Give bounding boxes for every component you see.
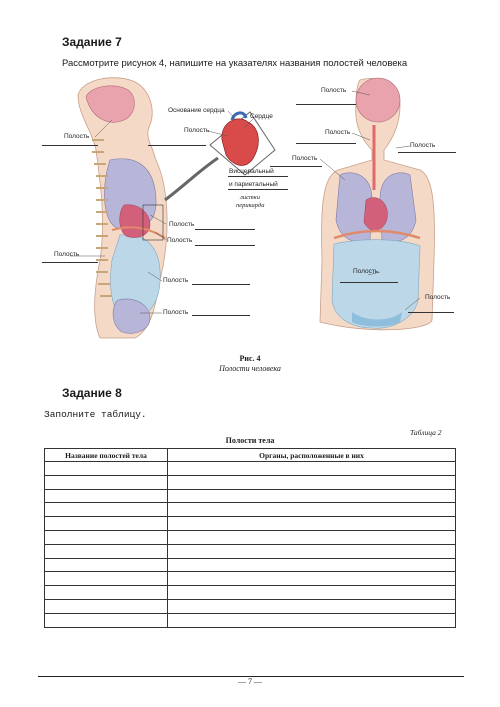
label-heart-polost: Полость: [184, 127, 210, 134]
label-mid-polost-1: Полость: [169, 221, 195, 228]
answer-line: [195, 245, 255, 246]
organs-cell[interactable]: [168, 489, 456, 503]
task7-instruction: Рассмотрите рисунок 4, напишите на указателях названия полостей человека: [62, 58, 408, 69]
cavity-name-cell[interactable]: [45, 544, 168, 558]
label-right-polost-1: Полость: [321, 87, 347, 94]
answer-line: [42, 145, 98, 146]
organs-cell[interactable]: [168, 517, 456, 531]
label-right-polost-2: Полость: [325, 129, 351, 136]
task8-title: Задание 8: [62, 386, 122, 400]
organs-cell[interactable]: [168, 599, 456, 613]
answer-line: [192, 315, 250, 316]
cavity-name-cell[interactable]: [45, 586, 168, 600]
answer-line: [398, 152, 456, 153]
side-view-body: [78, 78, 218, 338]
label-parietal: и париетальный: [229, 181, 278, 188]
table-header-row: [45, 449, 456, 462]
table-number: Таблица 2: [410, 428, 442, 437]
answer-line: [192, 284, 250, 285]
pointer-line: [228, 189, 288, 190]
label-right-polost-6: Полость: [425, 294, 451, 301]
organs-cell[interactable]: [168, 572, 456, 586]
answer-line: [270, 166, 322, 167]
label-pericardium-2: перикарда: [236, 202, 265, 209]
organs-cell[interactable]: [168, 544, 456, 558]
label-pericardium-1: листки: [240, 194, 260, 201]
table-row: [45, 503, 456, 517]
cavity-name-cell[interactable]: [45, 462, 168, 476]
organs-cell[interactable]: [168, 558, 456, 572]
answer-line: [42, 262, 98, 263]
cavity-name-cell[interactable]: [45, 475, 168, 489]
table-row: [45, 599, 456, 613]
cavity-name-cell[interactable]: [45, 572, 168, 586]
cavity-name-cell[interactable]: [45, 530, 168, 544]
front-view-body: [320, 78, 434, 330]
cavity-name-cell[interactable]: [45, 613, 168, 627]
cavity-name-cell[interactable]: [45, 558, 168, 572]
label-right-polost-5: Полость: [353, 268, 379, 275]
organs-cell[interactable]: [168, 530, 456, 544]
cavity-name-cell[interactable]: [45, 503, 168, 517]
cavities-table: [44, 448, 456, 628]
cavity-name-cell[interactable]: [45, 517, 168, 531]
label-mid-polost-4: Полость: [163, 309, 189, 316]
organs-cell[interactable]: [168, 503, 456, 517]
answer-line: [408, 312, 454, 313]
heart-inset: [210, 112, 275, 175]
table-row: [45, 558, 456, 572]
label-heart: Сердце: [250, 113, 273, 120]
column-header-cavity-name: Название полостей тела: [45, 449, 168, 462]
organs-cell[interactable]: [168, 613, 456, 627]
page-number: — 7 —: [238, 677, 262, 686]
figure-caption-text: Полости человека: [219, 364, 281, 373]
answer-line: [195, 229, 255, 230]
answer-line: [296, 104, 356, 105]
table-body: [45, 462, 456, 628]
pointer-line: [228, 176, 288, 177]
label-left-polost-2: Полость: [54, 251, 80, 258]
task8-instruction: Заполните таблицу.: [44, 409, 147, 420]
table-row: [45, 572, 456, 586]
task7-title: Задание 7: [62, 35, 122, 49]
label-mid-polost-3: Полость: [163, 277, 189, 284]
cavity-name-cell[interactable]: [45, 599, 168, 613]
answer-line: [296, 143, 356, 144]
table-row: [45, 462, 456, 476]
organs-cell[interactable]: [168, 475, 456, 489]
label-mid-polost-2: Полость: [167, 237, 193, 244]
label-right-polost-4: Полость: [292, 155, 318, 162]
label-right-polost-3: Полость: [410, 142, 436, 149]
label-heart-base: Основание сердца: [168, 107, 225, 114]
cavity-name-cell[interactable]: [45, 489, 168, 503]
table-row: [45, 517, 456, 531]
answer-line: [148, 145, 206, 146]
organs-cell[interactable]: [168, 462, 456, 476]
table-row: [45, 586, 456, 600]
table-row: [45, 544, 456, 558]
answer-line: [340, 282, 398, 283]
table-row: [45, 530, 456, 544]
organs-cell[interactable]: [168, 586, 456, 600]
table-row: [45, 475, 456, 489]
figure-caption-number: Рис. 4: [239, 354, 261, 363]
table-title: Полости тела: [225, 436, 275, 445]
table-row: [45, 489, 456, 503]
table-row: [45, 613, 456, 627]
label-visceral: Висцеральный: [229, 168, 274, 175]
column-header-organs: Органы, расположенные в них: [168, 449, 456, 462]
label-left-polost-1: Полость: [64, 133, 90, 140]
